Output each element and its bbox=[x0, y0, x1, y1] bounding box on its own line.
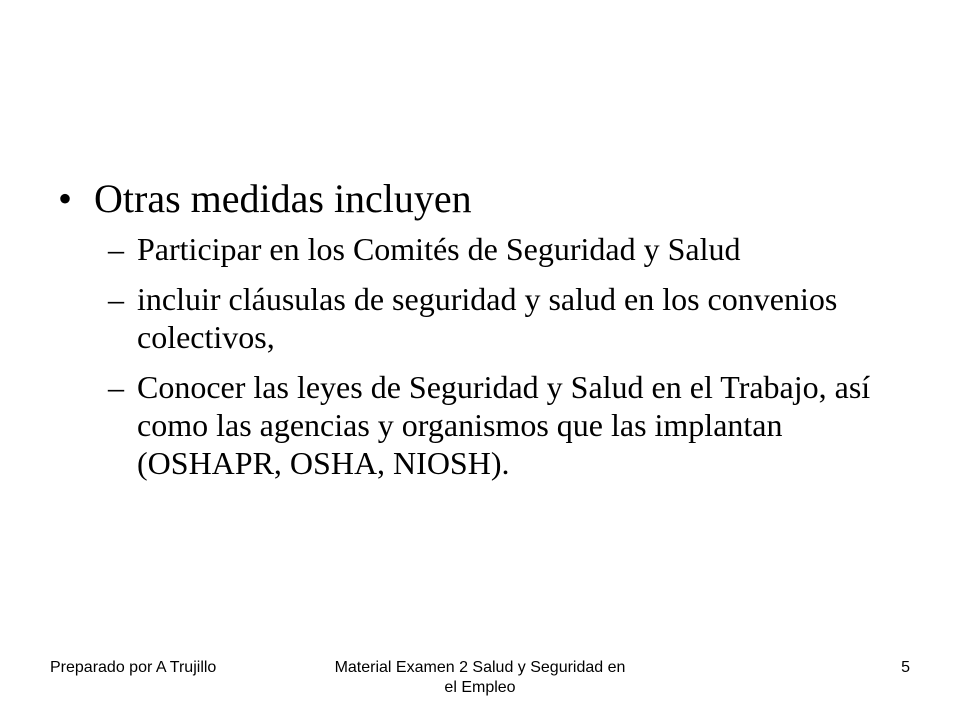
dash-marker: – bbox=[108, 231, 124, 267]
slide-body bbox=[58, 170, 918, 494]
sub-bullet-text: Conocer las leyes de Seguridad y Salud en el Trabajo, así como las agencias y organismos que las implantan (OSHAPR, OSHA, NIOSH). bbox=[137, 369, 871, 481]
sub-bullet-list bbox=[58, 230, 918, 482]
bullet-marker: • bbox=[58, 176, 73, 221]
sub-bullet-item bbox=[108, 368, 918, 482]
sub-bullet-text: Participar en los Comités de Seguridad y Salud bbox=[137, 231, 741, 267]
slide-footer bbox=[0, 656, 960, 716]
footer-author: Preparado por A Trujillo bbox=[50, 659, 217, 676]
main-bullet-text: Otras medidas incluyen bbox=[94, 176, 472, 221]
main-bullet bbox=[58, 170, 918, 228]
sub-bullet-text: incluir cláusulas de seguridad y salud en los convenios colectivos, bbox=[137, 281, 838, 355]
sub-bullet-item bbox=[108, 230, 918, 268]
sub-bullet-item bbox=[108, 280, 918, 356]
footer-page-number: 5 bbox=[901, 659, 910, 676]
footer-title: Material Examen 2 Salud y Seguridad en el Empleo bbox=[334, 659, 626, 696]
dash-marker: – bbox=[108, 281, 124, 317]
dash-marker: – bbox=[108, 369, 124, 405]
